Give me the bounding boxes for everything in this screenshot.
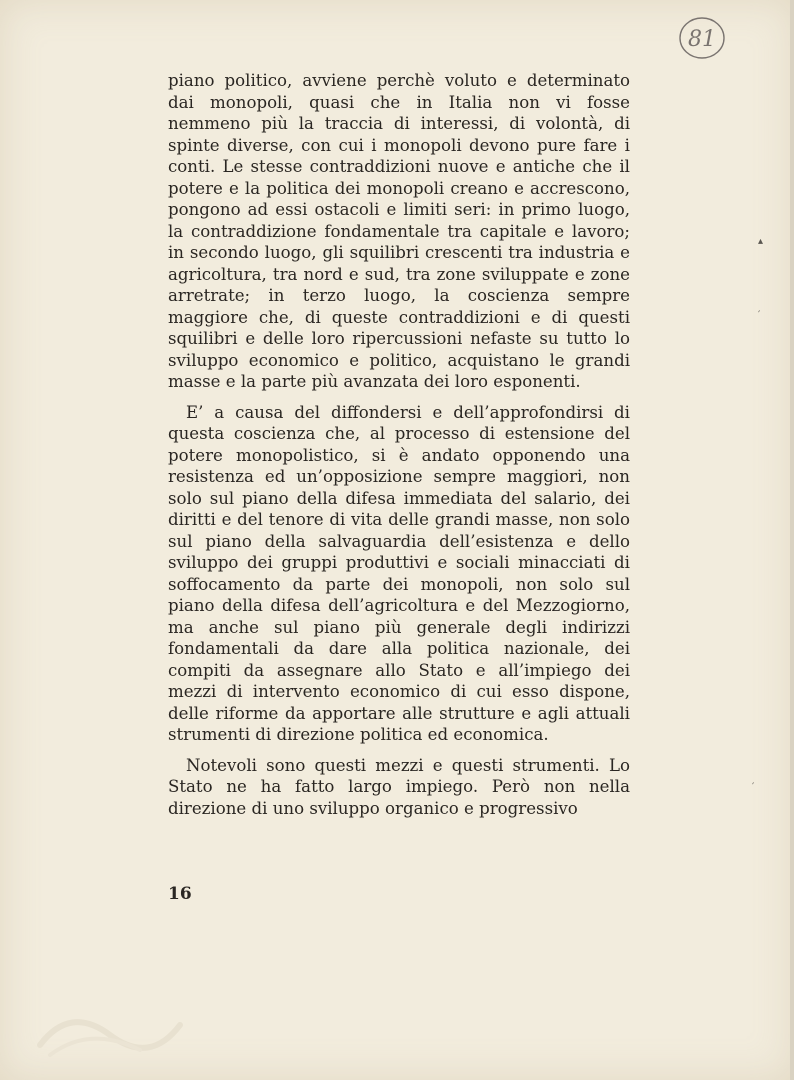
folio-number: 81 — [688, 27, 716, 52]
paragraph-2: E’ a causa del diffondersi e dell’approfondirsi di questa coscienza che, al processo di estensione del potere monopolistico, si è andato opponendo una resistenza ed un’opposizione sempre maggiori, non solo sul piano della difesa immediata del salario, dei diritti e del tenore di vita delle grandi masse, non solo sul piano della salvaguardia dell’esistenza e dello sviluppo dei gruppi produttivi e sociali minacciati di soffocamento da parte dei monopoli, non solo sul piano della difesa dell’agricoltura e del Mezzogiorno, ma anche sul piano più generale degli indirizzi fondamentali da dare alla politica nazionale, dei compiti da assegnare allo Stato e all’impiego dei mezzi di intervento economico di cui esso dispone, delle riforme da apportare alle strutture e agli attuali strumenti di direzione politica ed economica. — [168, 402, 630, 744]
page-number: 16 — [168, 884, 192, 904]
paragraph-1: piano politico, avviene perchè voluto e determinato dai monopoli, quasi che in Italia non vi fosse nemmeno più la traccia di interessi, di volontà, di spinte diverse, con cui i monopoli devono pure fare i conti. Le stesse contraddizioni nuove e antiche che il potere e la politica dei monopoli creano e accrescono, pongono ad essi ostacoli e limiti seri: in primo luogo, la contraddizione fondamentale tra capitale e lavoro; in secondo luogo, gli squilibri crescenti tra industria e agricoltura, tra nord e sud, tra zone sviluppate e zone arretrate; in terzo luogo, la coscienza sempre maggiore che, di queste contraddizioni e di questi squilibri e delle loro ripercussioni nefaste su tutto lo sviluppo economico e politico, acquistano le grandi masse e la parte più avanzata dei loro esponenti. — [168, 71, 630, 391]
pencil-mark-icon: ′ — [758, 310, 761, 321]
faint-stamp-icon — [30, 985, 230, 1065]
pencil-mark-icon: ▴ — [758, 236, 764, 247]
paragraph-3: Notevoli sono questi mezzi e questi strumenti. Lo Stato ne ha fatto largo impiego. Però non nella direzione di uno sviluppo organico e progressivo — [168, 755, 630, 818]
pencil-mark-icon: ′ — [752, 782, 755, 793]
folio-annotation-icon — [674, 12, 730, 62]
body-text — [168, 70, 630, 828]
page-edge — [790, 0, 794, 1080]
